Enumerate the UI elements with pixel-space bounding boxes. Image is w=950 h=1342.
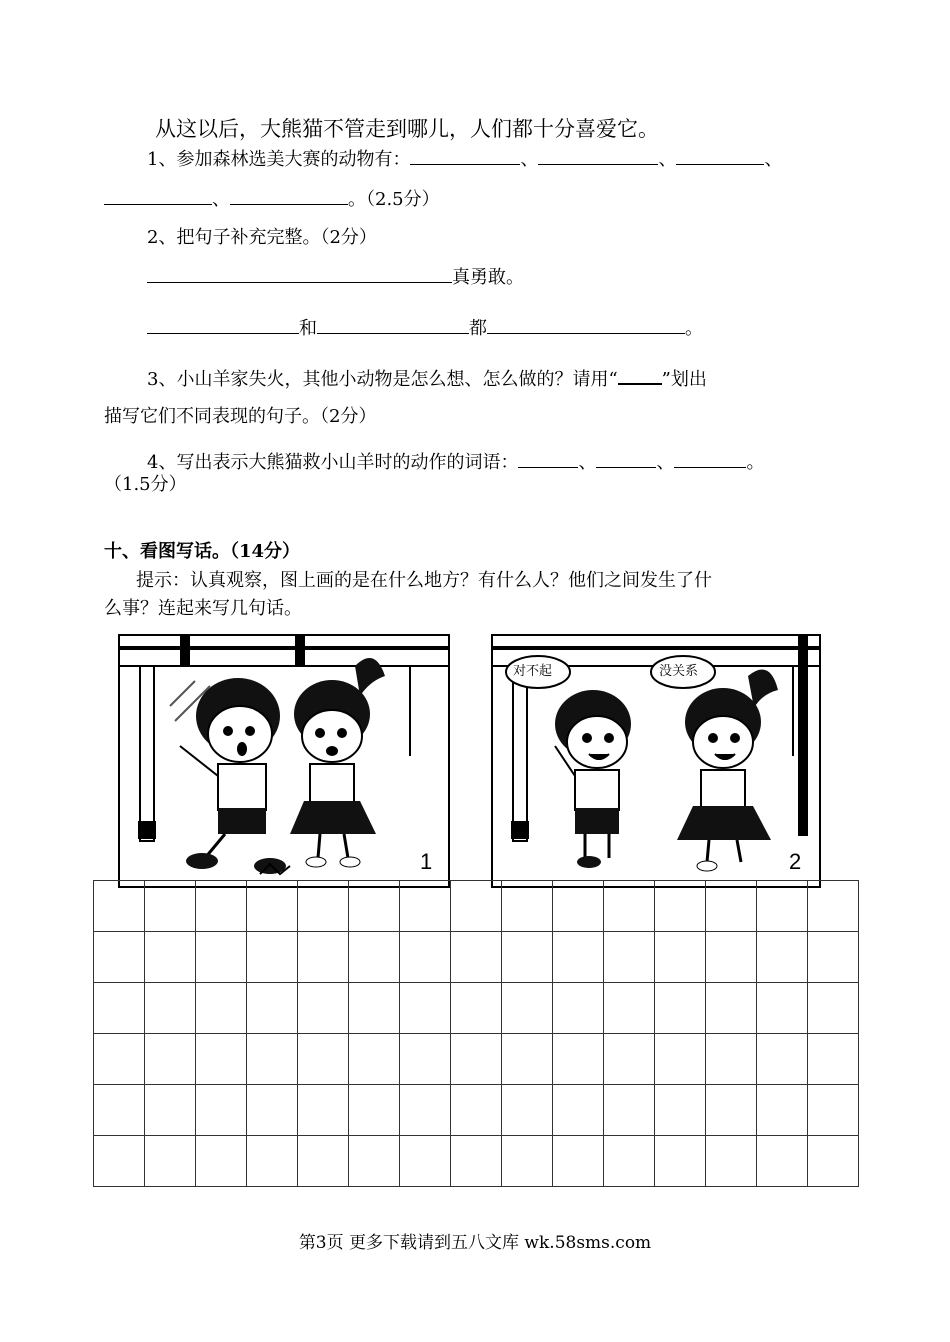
answer-blank[interactable]	[518, 449, 578, 468]
sentence-end: 真勇敢。	[452, 267, 524, 288]
question-4	[147, 449, 764, 475]
separator: 、	[656, 452, 675, 473]
grid-row	[94, 1085, 859, 1136]
question-1-cont	[104, 186, 440, 212]
question-2-line-2	[147, 315, 703, 341]
answer-blank[interactable]	[676, 146, 764, 165]
page-footer: 第3页 更多下载请到五八文库 wk.58sms.com	[298, 1233, 652, 1253]
bus-scene-bump-illustration	[120, 636, 448, 886]
answer-blank[interactable]	[317, 315, 469, 334]
question-1	[147, 146, 782, 172]
separator: 、	[578, 452, 597, 473]
question-2: 2、把句子补充完整。（2分）	[147, 227, 377, 248]
answer-blank[interactable]	[410, 146, 520, 165]
sentence-end: 。	[685, 318, 703, 339]
grid-row	[94, 983, 859, 1034]
word-dou: 都	[469, 318, 487, 339]
separator: 、	[658, 149, 677, 170]
answer-blank[interactable]	[674, 449, 746, 468]
writing-grid[interactable]	[93, 880, 859, 1187]
section-10-hint-cont: 么事？连起来写几句话。	[104, 598, 302, 619]
score-label: 。（2.5分）	[348, 189, 440, 210]
section-10-hint: 提示：认真观察，图上画的是在什么地方？有什么人？他们之间发生了什	[136, 570, 712, 591]
answer-blank[interactable]	[147, 315, 299, 334]
comic-picture-1	[118, 634, 450, 888]
question-3	[147, 365, 707, 392]
question-4-score: （1.5分）	[104, 474, 187, 495]
separator: 、	[764, 149, 783, 170]
grid-row	[94, 1136, 859, 1187]
answer-blank[interactable]	[487, 315, 685, 334]
picture-number-2: 2	[789, 849, 802, 874]
underline-sample	[618, 365, 662, 385]
answer-blank[interactable]	[596, 449, 656, 468]
word-he: 和	[299, 318, 317, 339]
story-end-sentence: 从这以后，大熊猫不管走到哪儿，人们都十分喜爱它。	[155, 117, 659, 141]
question-1-text: 1、参加森林选美大赛的动物有：	[147, 149, 411, 170]
separator: 、	[212, 189, 230, 210]
grid-row	[94, 1034, 859, 1085]
picture-number-1: 1	[420, 849, 433, 874]
sentence-end: 。	[746, 452, 765, 473]
question-3-text-b: ”划出	[661, 369, 707, 390]
answer-blank[interactable]	[230, 186, 348, 205]
answer-blank[interactable]	[147, 264, 452, 283]
answer-blank[interactable]	[104, 186, 212, 205]
question-3-cont: 描写它们不同表现的句子。（2分）	[104, 406, 377, 427]
answer-blank[interactable]	[538, 146, 658, 165]
section-10-title: 十、看图写话。（14分）	[104, 541, 301, 562]
separator: 、	[520, 149, 539, 170]
grid-row	[94, 881, 859, 932]
comic-picture-2	[491, 634, 821, 888]
question-4-text: 4、写出表示大熊猫救小山羊时的动作的词语：	[147, 452, 519, 473]
question-2-line-1	[147, 264, 524, 290]
grid-row	[94, 932, 859, 983]
speech-bubble-girl-text: 没关系	[659, 664, 699, 679]
speech-bubble-boy-text: 对不起	[513, 664, 553, 679]
question-3-text: 3、小山羊家失火，其他小动物是怎么想、怎么做的？请用“	[147, 369, 618, 390]
